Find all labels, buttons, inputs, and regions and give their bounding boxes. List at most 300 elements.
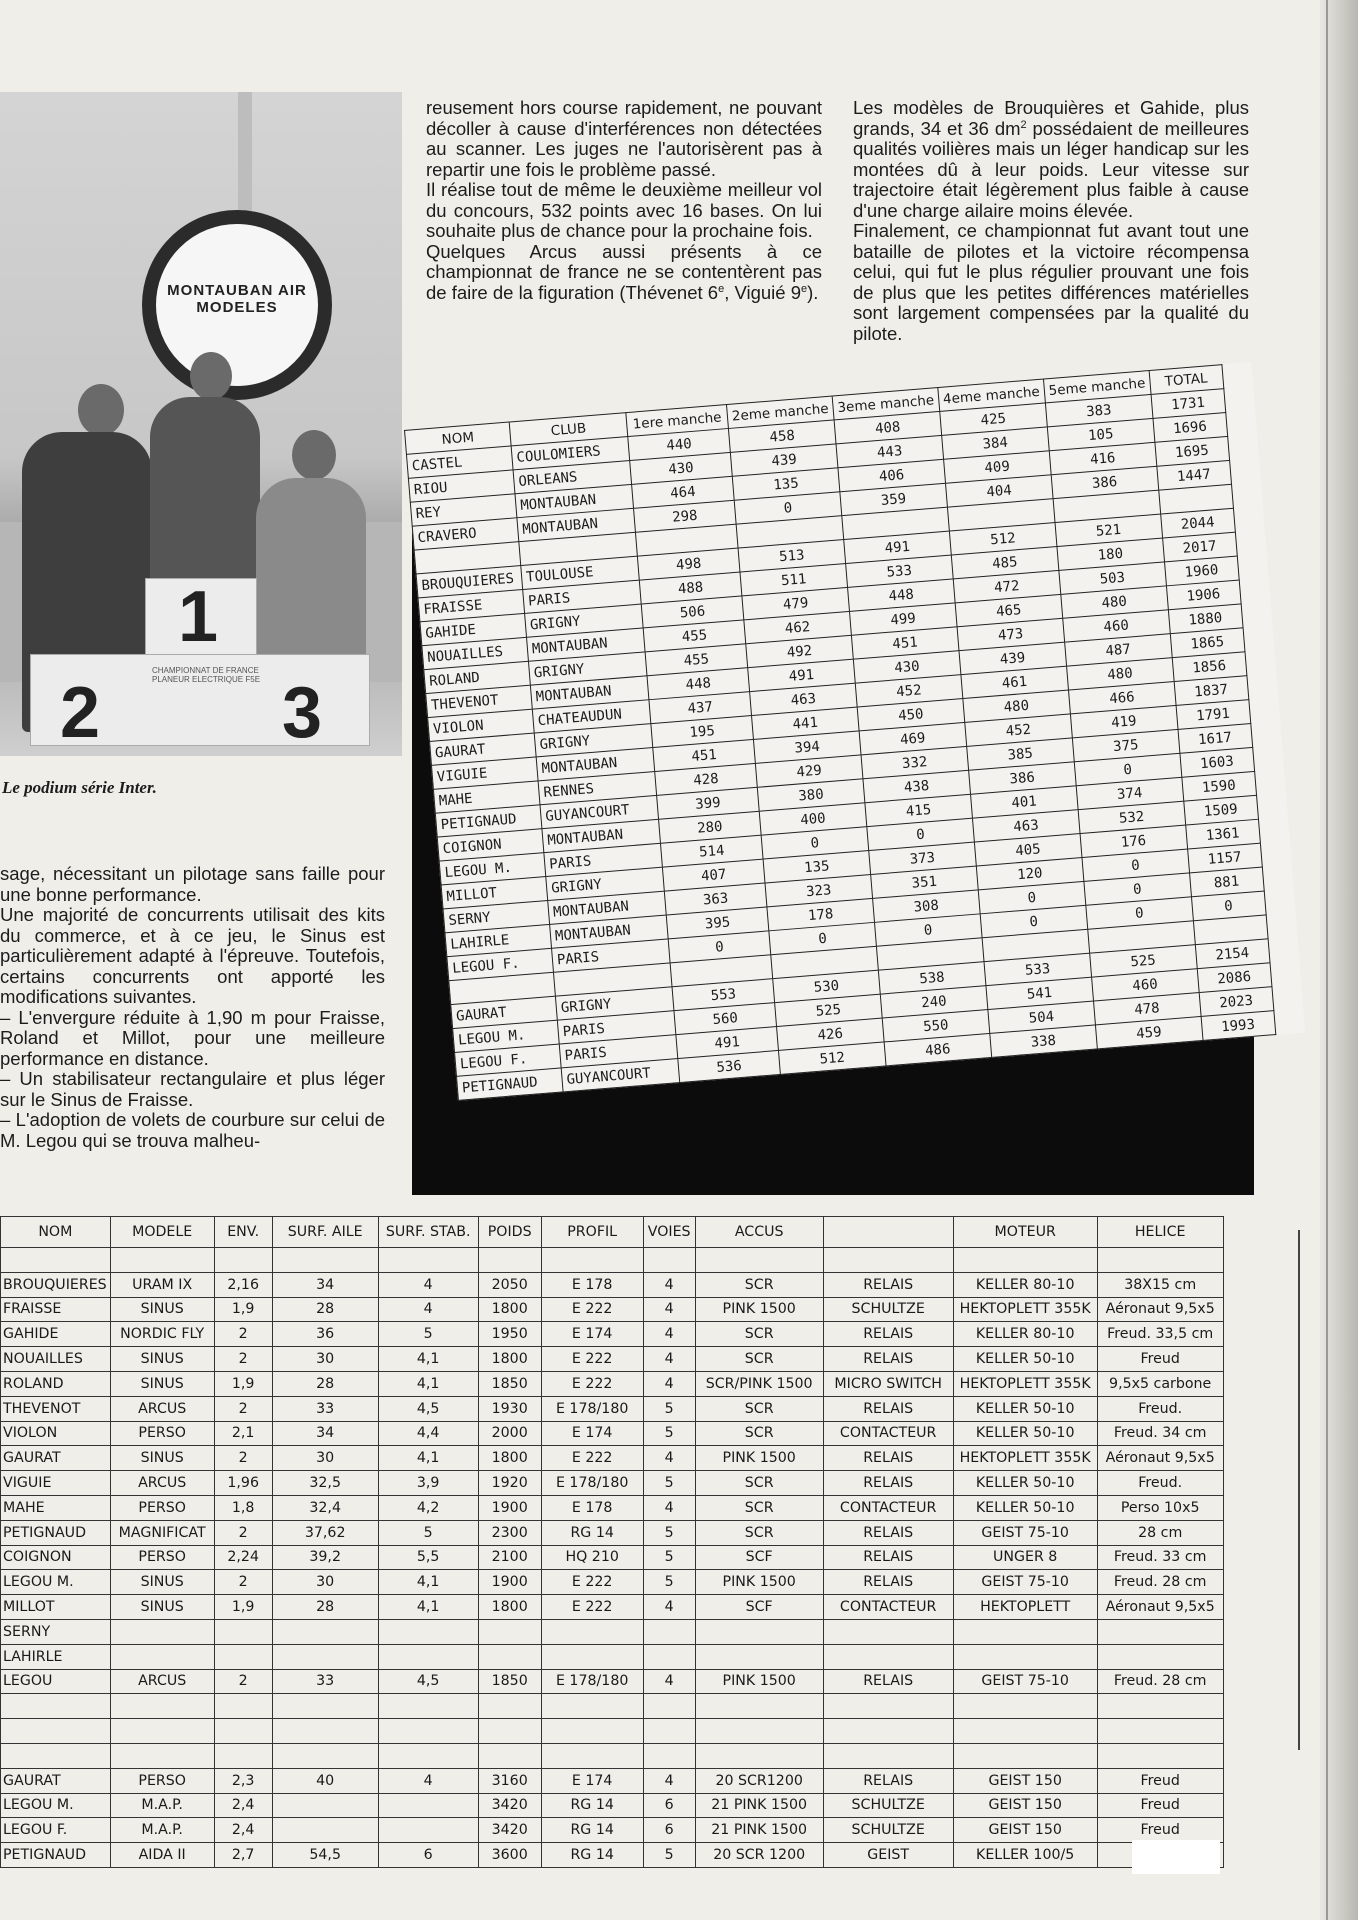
specs-row: [1, 1644, 1224, 1669]
specs-cell: E 178/180: [541, 1669, 643, 1694]
results-cell: 401: [970, 786, 1077, 818]
specs-cell: [953, 1694, 1097, 1719]
specs-cell: KELLER 100/5: [953, 1843, 1097, 1868]
specs-cell: PERSO: [110, 1495, 214, 1520]
results-cell: 1880: [1168, 604, 1243, 634]
specs-cell: 5: [378, 1520, 478, 1545]
specs-row: [1, 1471, 1224, 1496]
podium-photo: [0, 92, 402, 756]
results-cell: 488: [639, 572, 742, 604]
specs-cell: 2: [214, 1570, 272, 1595]
results-cell: 491: [844, 531, 951, 563]
specs-cell: SCR: [695, 1322, 823, 1347]
results-cell: 351: [871, 866, 978, 898]
specs-cell: SCHULTZE: [823, 1818, 953, 1843]
left-paragraph-2: Une majorité de concurrents utilisait des kits du commerce, et à ce jeu, le Sinus est particulièrement adapté à l'épreuve. Toutefois, certains concurrents ont apporté les modifications suivantes.: [0, 904, 385, 1007]
specs-cell: SINUS: [110, 1570, 214, 1595]
specs-cell: Perso 10x5: [1097, 1495, 1223, 1520]
specs-cell: RELAIS: [823, 1347, 953, 1372]
specs-cell: [272, 1818, 378, 1843]
results-cell: CASTEL: [406, 446, 513, 478]
results-cell: 533: [846, 555, 953, 587]
results-cell: 105: [1047, 418, 1154, 450]
specs-cell: SCR: [695, 1396, 823, 1421]
specs-cell: [378, 1743, 478, 1768]
results-cell: 1695: [1155, 436, 1230, 466]
specs-cell: 2: [214, 1446, 272, 1471]
middle-paragraph-2: Il réalise tout de même le deuxième meilleur vol du concours, 532 points avec 16 bases. On lui souhaite plus de chance pour la prochaine fois.: [426, 179, 822, 241]
specs-cell: Freud: [1097, 1768, 1223, 1793]
results-table: [404, 364, 1276, 1101]
specs-cell: SINUS: [110, 1347, 214, 1372]
specs-cell: [478, 1619, 541, 1644]
specs-cell: 1850: [478, 1669, 541, 1694]
results-cell: 1906: [1166, 580, 1241, 610]
specs-cell: 20 SCR 1200: [695, 1843, 823, 1868]
specs-cell: RELAIS: [823, 1446, 953, 1471]
specs-cell: LEGOU M.: [1, 1570, 111, 1595]
specs-row: [1, 1371, 1224, 1396]
specs-cell: HQ 210: [541, 1545, 643, 1570]
specs-cell: 1800: [478, 1595, 541, 1620]
results-cell: THEVENOT: [426, 685, 533, 717]
results-cell: 240: [880, 986, 987, 1018]
specs-cell: 36: [272, 1322, 378, 1347]
specs-cell: 4: [643, 1669, 695, 1694]
specs-cell: RG 14: [541, 1818, 643, 1843]
specs-row: [1, 1272, 1224, 1297]
results-cell: 363: [664, 883, 767, 915]
results-cell: 532: [1078, 801, 1185, 833]
results-cell: 2023: [1199, 987, 1274, 1017]
results-cell: 0: [1082, 849, 1189, 881]
specs-cell: 21 PINK 1500: [695, 1818, 823, 1843]
results-cell: 0: [668, 931, 771, 963]
results-cell: 399: [657, 787, 760, 819]
results-cell: 0: [874, 914, 981, 946]
results-cell: GRIGNY: [546, 867, 665, 900]
results-cell: 430: [853, 651, 960, 683]
results-cell: LEGOU M.: [439, 853, 546, 885]
results-cell: REY: [410, 494, 517, 526]
results-cell: GRIGNY: [555, 987, 674, 1020]
specs-cell: 1,8: [214, 1495, 272, 1520]
results-cell: 195: [651, 716, 754, 748]
results-cell: 461: [961, 666, 1068, 698]
results-cell: MONTAUBAN: [517, 508, 636, 541]
specs-cell: [110, 1644, 214, 1669]
specs-cell: SCR: [695, 1347, 823, 1372]
results-cell: 323: [765, 875, 872, 907]
results-cell: LEGOU M.: [453, 1020, 560, 1052]
specs-cell: 2,7: [214, 1843, 272, 1868]
specs-cell: 21 PINK 1500: [695, 1793, 823, 1818]
specs-cell: 4: [378, 1297, 478, 1322]
person-right-head: [292, 430, 336, 480]
specs-cell: [1097, 1248, 1223, 1273]
specs-cell: SINUS: [110, 1446, 214, 1471]
specs-cell: RELAIS: [823, 1471, 953, 1496]
results-cell: 506: [641, 596, 744, 628]
results-cell: 485: [951, 547, 1058, 579]
specs-cell: 2050: [478, 1272, 541, 1297]
person-center-head: [190, 352, 232, 400]
specs-cell: [272, 1743, 378, 1768]
specs-cell: E 222: [541, 1347, 643, 1372]
specs-cell: 28 cm: [1097, 1520, 1223, 1545]
specs-cell: 9,5x5 carbone: [1097, 1371, 1223, 1396]
specs-cell: [695, 1248, 823, 1273]
results-cell: LEGOU F.: [455, 1044, 562, 1076]
specs-cell: GAURAT: [1, 1446, 111, 1471]
specs-cell: 2,4: [214, 1793, 272, 1818]
left-paragraph-3: – L'envergure réduite à 1,90 m pour Fraisse, Roland et Millot, pour une meilleure performance en distance.: [0, 1006, 385, 1069]
specs-row: [1, 1520, 1224, 1545]
specs-cell: 2: [214, 1669, 272, 1694]
results-cell: PARIS: [557, 1011, 676, 1044]
specs-row: [1, 1446, 1224, 1471]
specs-cell: 34: [272, 1421, 378, 1446]
results-cell: 480: [1066, 658, 1173, 690]
podium-text: CHAMPIONNAT DE FRANCE PLANEUR ELECTRIQUE F5E: [152, 666, 261, 684]
specs-cell: 2,4: [214, 1818, 272, 1843]
specs-cell: PINK 1500: [695, 1446, 823, 1471]
results-cell: 473: [957, 618, 1064, 650]
specs-cell: KELLER 80-10: [953, 1322, 1097, 1347]
specs-cell: 1800: [478, 1347, 541, 1372]
specs-cell: [541, 1619, 643, 1644]
specs-cell: PINK 1500: [695, 1297, 823, 1322]
specs-cell: MAHE: [1, 1495, 111, 1520]
results-cell: 178: [767, 898, 874, 930]
specs-cell: 4,1: [378, 1371, 478, 1396]
specs-cell: [478, 1248, 541, 1273]
results-cell: MONTAUBAN: [550, 915, 669, 948]
specs-cell: 2,24: [214, 1545, 272, 1570]
specs-cell: GEIST 150: [953, 1818, 1097, 1843]
middle-p3-c: ).: [807, 281, 819, 303]
specs-cell: PETIGNAUD: [1, 1843, 111, 1868]
specs-cell: HEKTOPLETT 355K: [953, 1371, 1097, 1396]
results-cell: 452: [965, 714, 1072, 746]
results-cell: 1509: [1183, 795, 1258, 825]
right-paragraph-2: Finalement, ce championnat fut avant tout une bataille de pilotes et la victoire récompensa celui, qui fut le plus régulier prouvant une fois de plus que les petites différences matérielles sont largement compensées par la qualité du pilote.: [853, 220, 1249, 344]
specs-header-modele: MODELE: [110, 1217, 214, 1248]
results-cell: 0: [761, 827, 868, 859]
results-cell: 308: [872, 890, 979, 922]
specs-row: [1, 1619, 1224, 1644]
specs-cell: 3600: [478, 1843, 541, 1868]
results-cell: 491: [748, 659, 855, 691]
club-logo: [142, 210, 332, 400]
specs-cell: E 178/180: [541, 1471, 643, 1496]
results-cell: 458: [728, 420, 835, 452]
specs-cell: [541, 1719, 643, 1744]
specs-cell: [953, 1719, 1097, 1744]
specs-cell: [643, 1644, 695, 1669]
results-cell: 451: [653, 739, 756, 771]
specs-cell: Freud. 28 cm: [1097, 1669, 1223, 1694]
results-cell: 404: [945, 475, 1052, 507]
specs-cell: RELAIS: [823, 1570, 953, 1595]
specs-cell: 4,4: [378, 1421, 478, 1446]
results-cell: 0: [1074, 753, 1181, 785]
results-cell: FRAISSE: [418, 589, 525, 621]
specs-cell: [1, 1719, 111, 1744]
specs-cell: [823, 1694, 953, 1719]
results-cell: 440: [628, 428, 731, 460]
results-cell: 498: [637, 548, 740, 580]
results-cell: 452: [855, 675, 962, 707]
specs-cell: [272, 1694, 378, 1719]
results-cell: PETIGNAUD: [457, 1068, 564, 1100]
specs-header-surf-aile: SURF. AILE: [272, 1217, 378, 1248]
specs-cell: RELAIS: [823, 1545, 953, 1570]
specs-cell: [478, 1743, 541, 1768]
specs-row: [1, 1347, 1224, 1372]
specs-cell: Freud. 34 cm: [1097, 1421, 1223, 1446]
specs-cell: M.A.P.: [110, 1818, 214, 1843]
results-cell: 504: [988, 1001, 1095, 1033]
specs-cell: 40: [272, 1768, 378, 1793]
specs-cell: 6: [643, 1818, 695, 1843]
results-cell: 2044: [1160, 508, 1235, 538]
results-cell: 1791: [1176, 700, 1251, 730]
results-cell: 1993: [1201, 1011, 1276, 1041]
results-cell: GRIGNY: [525, 604, 644, 637]
specs-cell: E 222: [541, 1371, 643, 1396]
specs-cell: 1,96: [214, 1471, 272, 1496]
results-cell: 428: [655, 763, 758, 795]
specs-cell: SINUS: [110, 1371, 214, 1396]
results-cell: GAURAT: [430, 733, 537, 765]
results-cell: 513: [738, 540, 845, 572]
results-cell: 486: [884, 1033, 991, 1065]
results-cell: GUYANCOURT: [561, 1059, 680, 1092]
specs-cell: [378, 1644, 478, 1669]
results-cell: GAURAT: [451, 996, 558, 1028]
results-cell: SERNY: [443, 900, 550, 932]
specs-cell: [272, 1644, 378, 1669]
results-cell: 373: [869, 842, 976, 874]
results-cell: 426: [777, 1018, 884, 1050]
specs-cell: Freud: [1097, 1818, 1223, 1843]
specs-row: [1, 1570, 1224, 1595]
results-cell: 463: [972, 810, 1079, 842]
specs-cell: E 222: [541, 1446, 643, 1471]
specs-cell: MICRO SWITCH: [823, 1371, 953, 1396]
specs-header-surf-stab: SURF. STAB.: [378, 1217, 478, 1248]
results-cell: PETIGNAUD: [435, 805, 542, 837]
specs-cell: [272, 1719, 378, 1744]
specs-cell: [378, 1818, 478, 1843]
results-cell: 487: [1064, 634, 1171, 666]
results-cell: PARIS: [523, 580, 642, 613]
results-cell: 408: [834, 411, 941, 443]
results-cell: 380: [757, 779, 864, 811]
specs-cell: ARCUS: [110, 1396, 214, 1421]
results-cell: 384: [941, 427, 1048, 459]
results-cell: MONTAUBAN: [530, 676, 649, 709]
specs-row: [1, 1669, 1224, 1694]
results-cell: ROLAND: [424, 661, 531, 693]
specs-cell: E 178: [541, 1495, 643, 1520]
specs-cell: RELAIS: [823, 1396, 953, 1421]
specs-header-voies: VOIES: [643, 1217, 695, 1248]
specs-cell: 33: [272, 1669, 378, 1694]
results-header-manche4: 4eme manche: [938, 379, 1045, 411]
specs-cell: E 222: [541, 1595, 643, 1620]
results-cell: 0: [978, 881, 1085, 913]
specs-cell: 5: [378, 1322, 478, 1347]
results-cell: 2154: [1195, 939, 1270, 969]
person-left-head: [78, 384, 124, 436]
results-cell: 478: [1093, 993, 1200, 1025]
results-cell: 438: [863, 770, 970, 802]
specs-cell: 4,1: [378, 1347, 478, 1372]
specs-cell: 33: [272, 1396, 378, 1421]
results-cell: 0: [734, 492, 841, 524]
specs-cell: 1800: [478, 1297, 541, 1322]
specs-cell: BROUQUIERES: [1, 1272, 111, 1297]
results-cell: 419: [1070, 705, 1177, 737]
specs-cell: URAM IX: [110, 1272, 214, 1297]
specs-row: [1, 1297, 1224, 1322]
results-cell: 512: [949, 523, 1056, 555]
results-cell: 359: [840, 483, 947, 515]
results-cell: 512: [778, 1042, 885, 1074]
results-cell: BROUQUIERES: [416, 566, 523, 598]
middle-column-text: [426, 98, 822, 303]
specs-cell: E 222: [541, 1570, 643, 1595]
results-cell: 1361: [1185, 819, 1260, 849]
specs-cell: SCR/PINK 1500: [695, 1371, 823, 1396]
specs-cell: [214, 1694, 272, 1719]
results-cell: MONTAUBAN: [542, 819, 661, 852]
specs-cell: RG 14: [541, 1793, 643, 1818]
results-cell: 439: [730, 444, 837, 476]
club-logo-text: MONTAUBAN AIR MODELES: [167, 282, 307, 316]
results-cell: 2017: [1162, 532, 1237, 562]
results-cell: TOULOUSE: [521, 556, 640, 589]
specs-cell: 30: [272, 1446, 378, 1471]
results-cell: 338: [990, 1025, 1097, 1057]
results-table-sheet: [404, 362, 1305, 1101]
results-cell: 511: [740, 564, 847, 596]
specs-cell: PETIGNAUD: [1, 1520, 111, 1545]
results-cell: NOUAILLES: [422, 637, 529, 669]
specs-cell: 4: [643, 1768, 695, 1793]
results-cell: 1960: [1164, 556, 1239, 586]
results-cell: 120: [976, 858, 1083, 890]
results-cell: GUYANCOURT: [540, 795, 659, 828]
specs-cell: [953, 1743, 1097, 1768]
specs-cell: [695, 1644, 823, 1669]
right-column-text: [853, 98, 1249, 344]
results-cell: 375: [1072, 729, 1179, 761]
specs-cell: SCR: [695, 1272, 823, 1297]
specs-cell: 20 SCR1200: [695, 1768, 823, 1793]
middle-p3-a: Quelques Arcus aussi présents à ce championnat de france ne se contentèrent pas de faire de la figuration (Thévenet 6: [426, 240, 822, 303]
middle-p3-sup2: e: [801, 282, 808, 295]
specs-row: [1, 1495, 1224, 1520]
specs-cell: Freud. 33,5 cm: [1097, 1322, 1223, 1347]
results-cell: 441: [752, 707, 859, 739]
specs-cell: [110, 1719, 214, 1744]
results-cell: 400: [759, 803, 866, 835]
specs-cell: 2,3: [214, 1768, 272, 1793]
specs-row: [1, 1818, 1224, 1843]
specs-cell: [541, 1694, 643, 1719]
results-cell: GRIGNY: [528, 652, 647, 685]
middle-p3-sup1: e: [718, 282, 725, 295]
podium-number-2: 2: [60, 673, 101, 753]
specs-cell: AIDA II: [110, 1843, 214, 1868]
results-cell: 503: [1059, 562, 1166, 594]
specs-cell: [378, 1694, 478, 1719]
specs-cell: 6: [378, 1843, 478, 1868]
results-cell: 2086: [1197, 963, 1272, 993]
specs-cell: LAHIRLE: [1, 1644, 111, 1669]
specs-cell: 1950: [478, 1322, 541, 1347]
specs-cell: 4: [643, 1347, 695, 1372]
specs-cell: 3420: [478, 1793, 541, 1818]
specs-row: [1, 1421, 1224, 1446]
results-cell: 462: [744, 611, 851, 643]
results-cell: RENNES: [538, 771, 657, 804]
results-cell: 560: [674, 1003, 777, 1035]
specs-cell: 5: [643, 1843, 695, 1868]
specs-cell: 1900: [478, 1570, 541, 1595]
specs-cell: 4,1: [378, 1595, 478, 1620]
specs-header-nom: NOM: [1, 1217, 111, 1248]
results-cell: 450: [857, 699, 964, 731]
specs-cell: [110, 1619, 214, 1644]
specs-cell: [1097, 1644, 1223, 1669]
specs-header-poids: POIDS: [478, 1217, 541, 1248]
results-cell: 469: [859, 722, 966, 754]
results-cell: 430: [630, 452, 733, 484]
results-cell: 465: [955, 594, 1062, 626]
specs-cell: E 174: [541, 1421, 643, 1446]
specs-cell: E 178: [541, 1272, 643, 1297]
results-cell: 514: [660, 835, 763, 867]
results-cell: 332: [861, 746, 968, 778]
specs-cell: E 178/180: [541, 1396, 643, 1421]
specs-cell: [214, 1248, 272, 1273]
specs-cell: 4: [643, 1595, 695, 1620]
specs-row: [1, 1248, 1224, 1273]
specs-cell: [695, 1619, 823, 1644]
results-cell: 0: [867, 818, 974, 850]
specs-row: [1, 1768, 1224, 1793]
specs-cell: [214, 1644, 272, 1669]
specs-cell: RELAIS: [823, 1272, 953, 1297]
results-cell: 464: [632, 476, 735, 508]
results-cell: 0: [1086, 897, 1193, 929]
specs-cell: LEGOU F.: [1, 1818, 111, 1843]
left-paragraph-4: – Un stabilisateur rectangulaire et plus léger sur le Sinus de Fraisse.: [0, 1068, 385, 1110]
results-cell: 1447: [1156, 460, 1231, 490]
specs-cell: HEKTOPLETT: [953, 1595, 1097, 1620]
specs-cell: [695, 1694, 823, 1719]
specs-cell: CONTACTEUR: [823, 1495, 953, 1520]
specs-row: [1, 1793, 1224, 1818]
results-cell: 176: [1080, 825, 1187, 857]
specs-cell: 54,5: [272, 1843, 378, 1868]
specs-cell: 4: [643, 1272, 695, 1297]
podium-number-1: 1: [178, 577, 219, 657]
